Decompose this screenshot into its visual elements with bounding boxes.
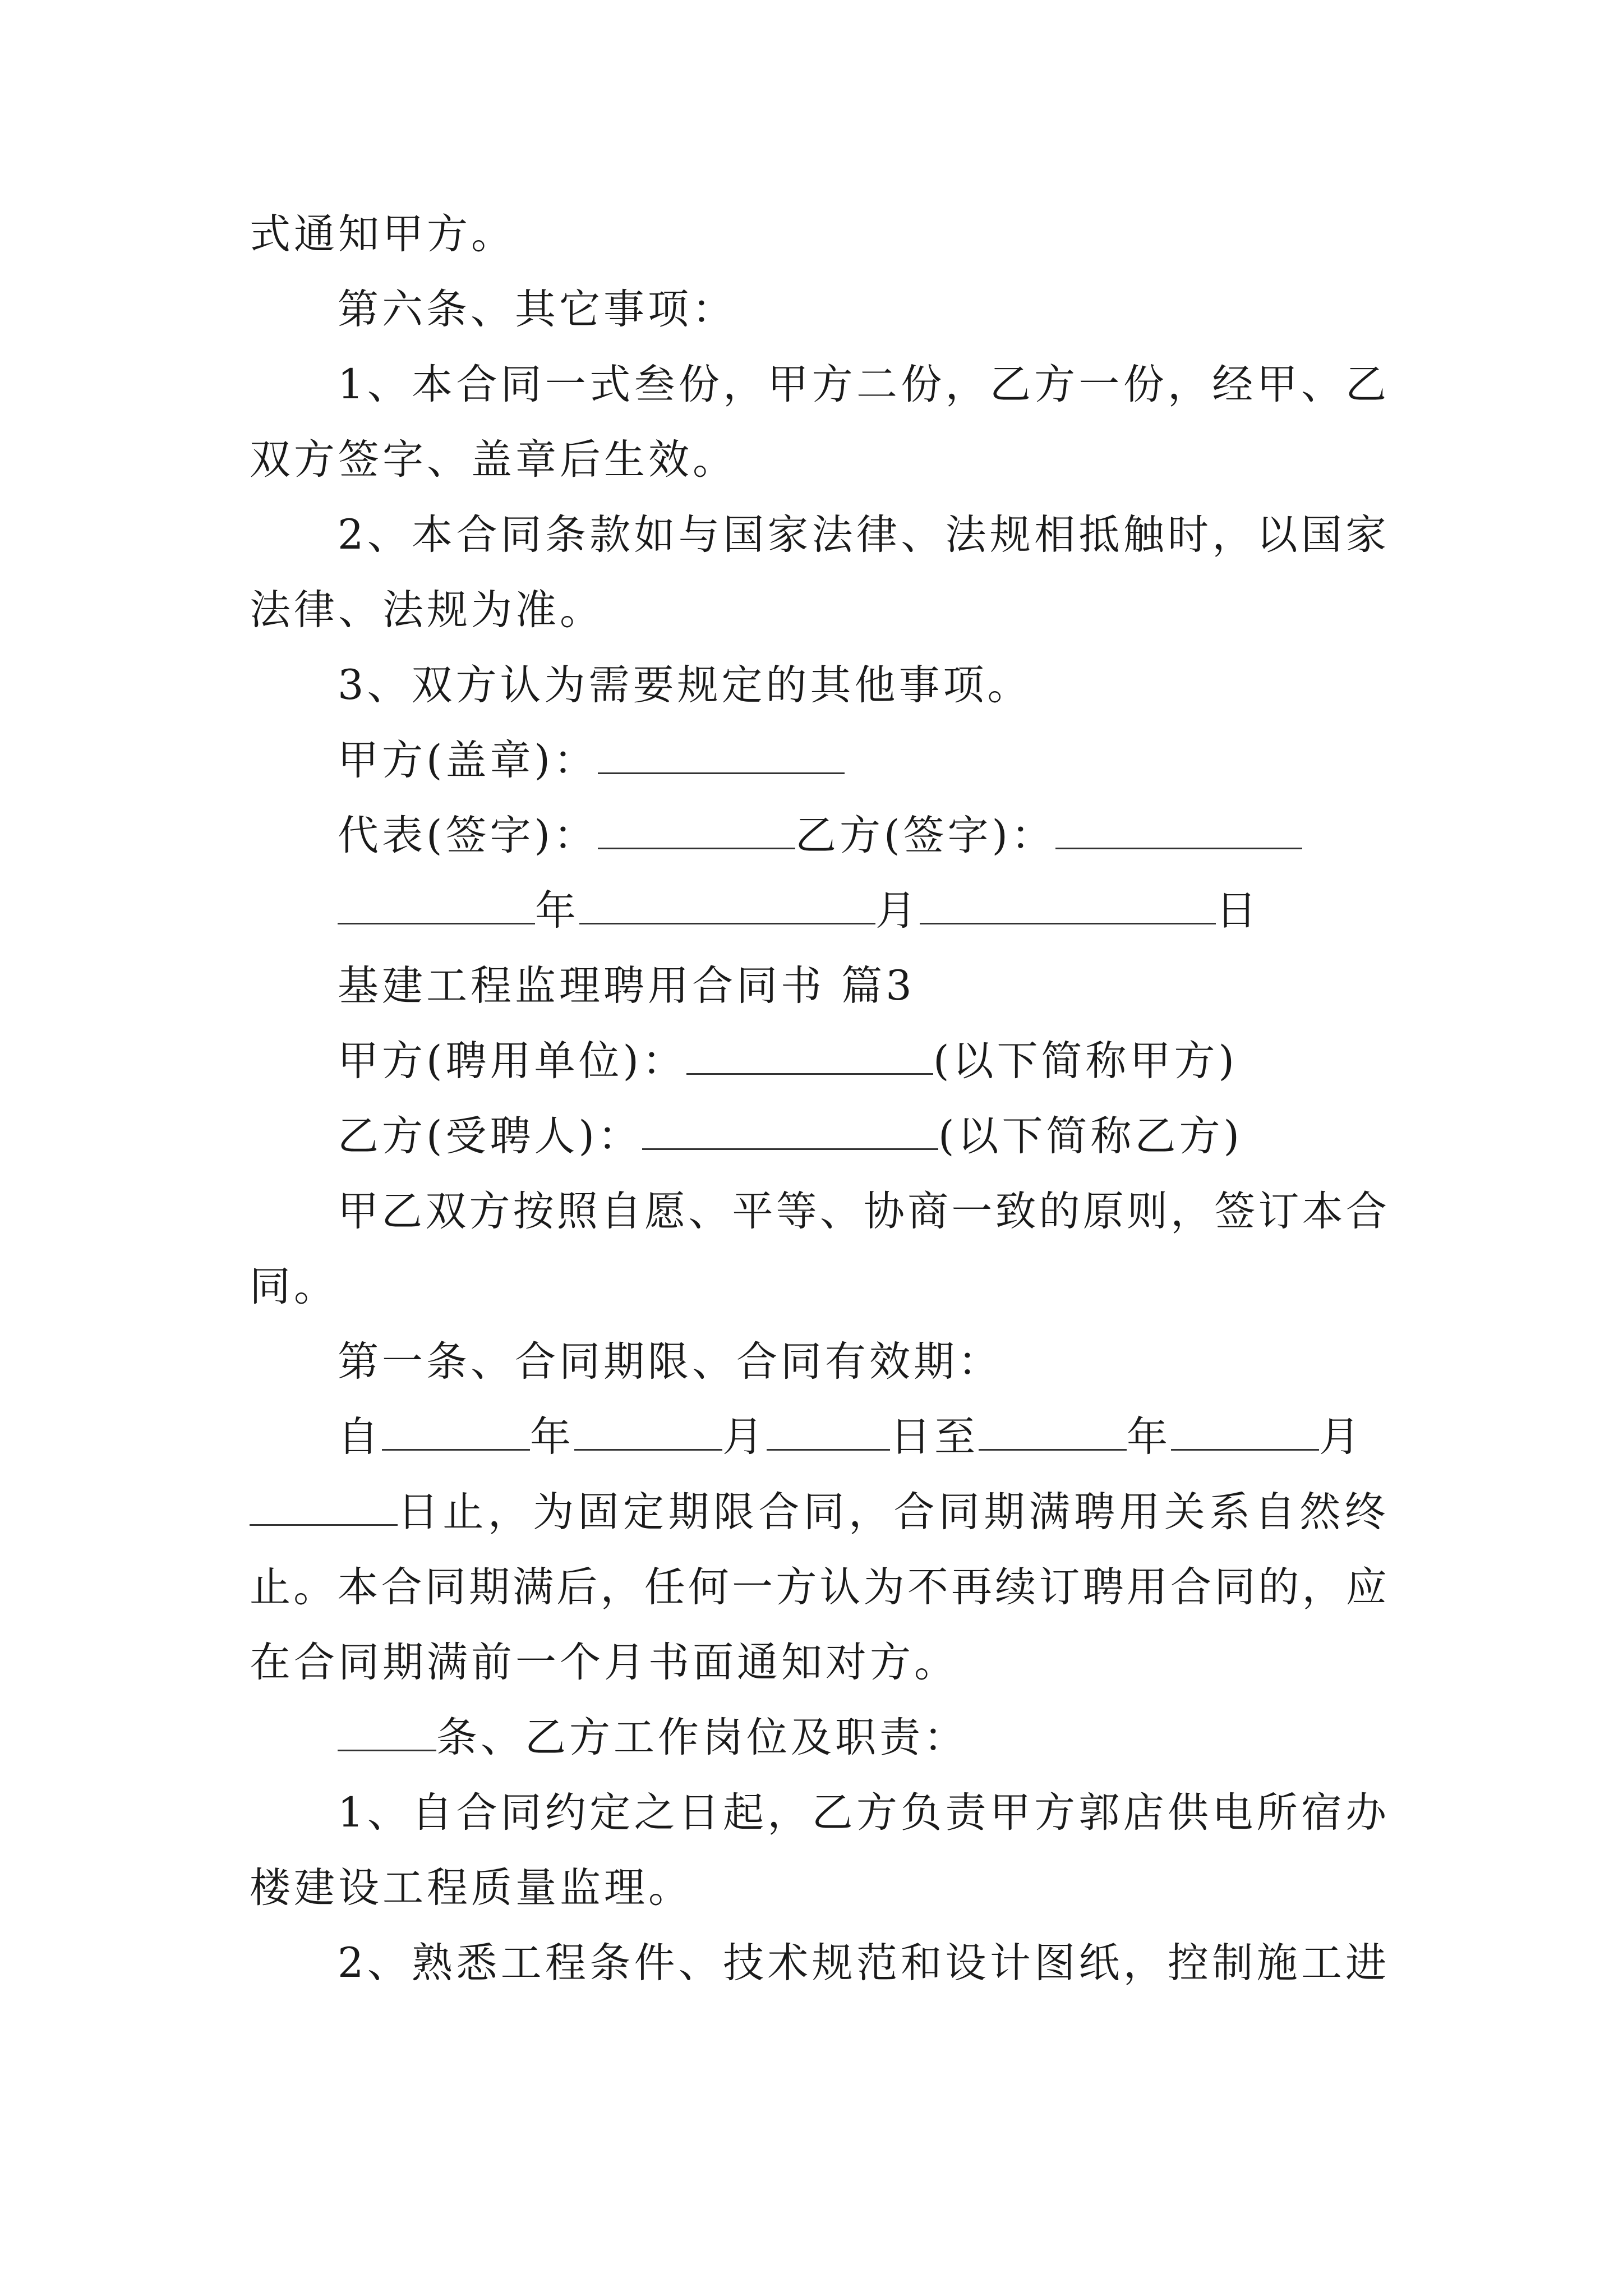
text-line: [250, 206, 515, 263]
text-segment: 双方签字、盖章后生效。: [250, 436, 737, 484]
text-line: [338, 958, 915, 1014]
text-line: [250, 1860, 693, 1916]
text-segment: 日: [1216, 887, 1260, 935]
fill-in-blank: [579, 888, 875, 924]
fill-in-blank: [979, 1414, 1127, 1451]
text-segment: 乙方(受聘人)：: [338, 1112, 642, 1160]
text-segment: 甲方(盖章)：: [338, 737, 598, 784]
text-segment: 1、本合同一式叁份，甲方二份，乙方一份，经甲、乙: [338, 361, 1390, 408]
text-segment: 代表(签字)：: [338, 812, 598, 859]
text-line: [338, 733, 845, 789]
fill-in-blank: [920, 888, 1216, 924]
text-line: [338, 1409, 1363, 1465]
text-segment: 第六条、其它事项：: [338, 286, 736, 333]
fill-in-blank: [574, 1414, 722, 1451]
fill-in-blank: [642, 1114, 938, 1150]
fill-in-blank: [686, 1038, 933, 1075]
fill-in-blank: [1171, 1414, 1319, 1451]
text-segment: 年: [535, 887, 579, 935]
text-segment: 月: [875, 887, 920, 935]
text-line: [338, 883, 1260, 939]
text-line: [250, 1484, 1390, 1540]
text-segment: 法律、法规为准。: [250, 586, 604, 634]
text-segment: 在合同期满前一个月书面通知对方。: [250, 1639, 958, 1686]
text-segment: 止。本合同期满后，任何一方认为不再续订聘用合同的，应: [250, 1563, 1390, 1611]
text-line: [338, 657, 1031, 714]
fill-in-blank: [767, 1414, 890, 1451]
text-line: [338, 808, 1302, 864]
text-line: [250, 432, 737, 488]
text-line: [338, 1334, 1002, 1390]
text-line: [250, 1635, 958, 1691]
text-segment: 式通知甲方。: [250, 210, 515, 258]
text-segment: 年: [530, 1413, 574, 1461]
text-line: [338, 1184, 1390, 1240]
text-segment: 月: [1319, 1413, 1363, 1461]
text-segment: 月: [722, 1413, 767, 1461]
text-segment: 2、熟悉工程条件、技术规范和设计图纸，控制施工进: [338, 1939, 1390, 1987]
text-line: [338, 1710, 968, 1766]
fill-in-blank: [598, 738, 845, 774]
fill-in-blank: [250, 1489, 398, 1526]
text-segment: 同。: [250, 1263, 338, 1310]
text-line: [250, 582, 604, 638]
text-segment: 第一条、合同期限、合同有效期：: [338, 1338, 1002, 1386]
text-segment: 日止，为固定期限合同，合同期满聘用关系自然终: [398, 1488, 1390, 1536]
text-line: [338, 1108, 1243, 1165]
text-segment: 日至: [890, 1413, 979, 1461]
text-line: [338, 507, 1390, 563]
text-segment: 乙方(签字)：: [795, 812, 1055, 859]
text-segment: 年: [1127, 1413, 1171, 1461]
text-line: [338, 1935, 1390, 1991]
text-segment: 基建工程监理聘用合同书 篇3: [338, 962, 915, 1010]
fill-in-blank: [382, 1414, 530, 1451]
text-segment: 自: [338, 1413, 382, 1461]
text-line: [338, 1033, 1238, 1089]
text-line: [338, 282, 736, 338]
text-line: [338, 1785, 1390, 1841]
text-line: [250, 1559, 1390, 1616]
text-segment: 甲方(聘用单位)：: [338, 1037, 686, 1085]
text-segment: 楼建设工程质量监理。: [250, 1864, 693, 1912]
fill-in-blank: [338, 888, 535, 924]
text-line: [338, 357, 1390, 413]
text-segment: (以下简称乙方): [938, 1112, 1243, 1160]
text-segment: 1、自合同约定之日起，乙方负责甲方郭店供电所宿办: [338, 1789, 1390, 1837]
text-segment: 甲乙双方按照自愿、平等、协商一致的原则，签订本合: [338, 1188, 1390, 1235]
text-segment: 3、双方认为需要规定的其他事项。: [338, 661, 1032, 709]
fill-in-blank: [1055, 813, 1302, 849]
fill-in-blank: [338, 1715, 436, 1751]
text-line: [250, 1259, 338, 1315]
fill-in-blank: [598, 813, 795, 849]
text-segment: 条、乙方工作岗位及职责：: [436, 1714, 968, 1761]
text-segment: 2、本合同条款如与国家法律、法规相抵触时，以国家: [338, 511, 1390, 559]
text-segment: (以下简称甲方): [933, 1037, 1238, 1085]
